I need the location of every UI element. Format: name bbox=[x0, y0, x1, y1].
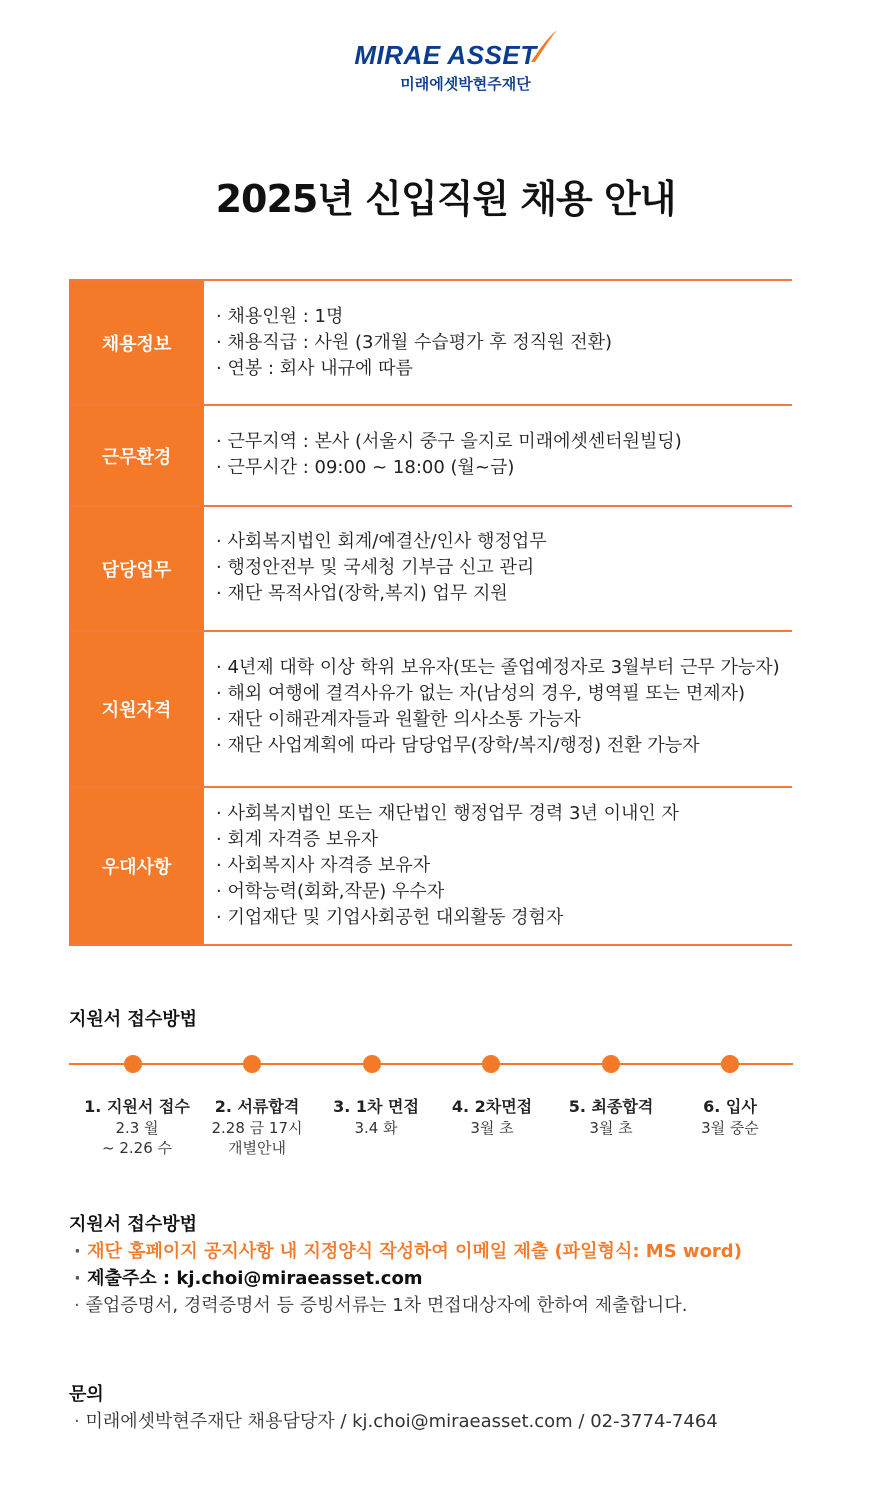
timeline-dot bbox=[721, 1055, 739, 1073]
info-body bbox=[204, 281, 792, 404]
info-line: · 채용직급 : 사원 (3개월 수습평가 후 정직원 전환) bbox=[216, 330, 792, 356]
info-row-qualifications bbox=[69, 632, 792, 788]
info-line: · 어학능력(회화,작문) 우수자 bbox=[216, 879, 792, 905]
info-head: 채용정보 bbox=[69, 281, 204, 404]
step-label: 4. 2차면접 bbox=[451, 1097, 533, 1116]
info-line: · 기업재단 및 기업사회공헌 대외활동 경험자 bbox=[216, 905, 792, 931]
step-date: 3월 초 bbox=[470, 1119, 514, 1137]
info-line: · 재단 사업계획에 따라 담당업무(장학/복지/행정) 전환 가능자 bbox=[216, 733, 792, 759]
contact-title: 문의 bbox=[69, 1384, 104, 1405]
info-head: 근무환경 bbox=[69, 406, 204, 505]
step-label: 1. 지원서 접수 bbox=[84, 1097, 190, 1116]
timeline-dot bbox=[124, 1055, 142, 1073]
timeline-dot bbox=[243, 1055, 261, 1073]
logo-subtitle: 미래에셋박현주재단 bbox=[400, 75, 531, 93]
contact-line: · 미래에셋박현주재단 채용담당자 / kj.choi@miraeasset.com / 02-3774-7464 bbox=[74, 1407, 718, 1433]
timeline-step bbox=[72, 1096, 202, 1158]
method-line-documents: · 졸업증명서, 경력증명서 등 증빙서류는 1차 면접대상자에 한하여 제출합니다. bbox=[74, 1292, 742, 1319]
swoosh-icon bbox=[529, 28, 559, 64]
info-head: 지원자격 bbox=[69, 632, 204, 786]
timeline-line bbox=[69, 1063, 793, 1065]
info-row-duties bbox=[69, 507, 792, 632]
step-label: 5. 최종합격 bbox=[568, 1097, 654, 1116]
logo-text: MIRAE ASSET bbox=[354, 40, 537, 70]
info-line: · 사회복지법인 또는 재단법인 행정업무 경력 3년 이내인 자 bbox=[216, 801, 792, 827]
info-head: 우대사항 bbox=[69, 788, 204, 944]
method-list bbox=[74, 1238, 742, 1319]
info-line: · 4년제 대학 이상 학위 보유자(또는 졸업예정자로 3월부터 근무 가능자) bbox=[216, 655, 792, 681]
step-label: 2. 서류합격 bbox=[214, 1097, 300, 1116]
page-title: 2025년 신입직원 채용 안내 bbox=[215, 177, 676, 221]
step-date: 3.4 화 bbox=[354, 1119, 398, 1137]
timeline-dot bbox=[602, 1055, 620, 1073]
timeline-dot bbox=[363, 1055, 381, 1073]
logo bbox=[0, 40, 891, 94]
timeline-step bbox=[427, 1096, 557, 1138]
info-body bbox=[204, 788, 792, 944]
info-line: · 사회복지법인 회계/예결산/인사 행정업무 bbox=[216, 529, 792, 555]
info-row-preferences bbox=[69, 788, 792, 946]
step-date: 2.3 월 bbox=[115, 1119, 159, 1137]
step-date: 개별안내 bbox=[228, 1139, 286, 1157]
timeline-step bbox=[192, 1096, 322, 1158]
process-title: 지원서 접수방법 bbox=[69, 1009, 197, 1030]
timeline-step bbox=[311, 1096, 441, 1138]
info-table bbox=[69, 279, 792, 946]
info-line: · 재단 목적사업(장학,복지) 업무 지원 bbox=[216, 581, 792, 607]
info-line: · 회계 자격증 보유자 bbox=[216, 827, 792, 853]
info-line: · 행정안전부 및 국세청 기부금 신고 관리 bbox=[216, 555, 792, 581]
info-head: 담당업무 bbox=[69, 507, 204, 630]
info-line: · 재단 이해관계자들과 원활한 의사소통 가능자 bbox=[216, 707, 792, 733]
step-label: 6. 입사 bbox=[703, 1097, 757, 1116]
timeline-step bbox=[546, 1096, 676, 1138]
info-line: · 채용인원 : 1명 bbox=[216, 304, 792, 330]
logo-wordmark bbox=[354, 40, 536, 71]
step-date: 2.28 금 17시 bbox=[211, 1119, 303, 1137]
info-line: · 해외 여행에 결격사유가 없는 자(남성의 경우, 병역필 또는 면제자) bbox=[216, 681, 792, 707]
info-line: · 근무지역 : 본사 (서울시 중구 을지로 미래에셋센터원빌딩) bbox=[216, 429, 792, 455]
info-line: · 사회복지사 자격증 보유자 bbox=[216, 853, 792, 879]
method-line-email: · 제출주소 : kj.choi@miraeasset.com bbox=[74, 1265, 742, 1292]
info-row-recruit bbox=[69, 281, 792, 406]
step-label: 3. 1차 면접 bbox=[333, 1097, 419, 1116]
info-row-environment bbox=[69, 406, 792, 507]
method-line-highlight: · 재단 홈페이지 공지사항 내 지정양식 작성하여 이메일 제출 (파일형식: MS word) bbox=[74, 1238, 742, 1265]
step-date: 3월 중순 bbox=[701, 1119, 759, 1137]
info-body bbox=[204, 406, 792, 505]
info-line: · 연봉 : 회사 내규에 따름 bbox=[216, 356, 792, 382]
info-body bbox=[204, 632, 792, 786]
step-date: 3월 초 bbox=[589, 1119, 633, 1137]
method-title: 지원서 접수방법 bbox=[69, 1214, 197, 1235]
info-line: · 근무시간 : 09:00 ~ 18:00 (월~금) bbox=[216, 455, 792, 481]
timeline-dot bbox=[482, 1055, 500, 1073]
info-body bbox=[204, 507, 792, 630]
timeline-step bbox=[665, 1096, 795, 1138]
step-date: ~ 2.26 수 bbox=[102, 1139, 172, 1157]
